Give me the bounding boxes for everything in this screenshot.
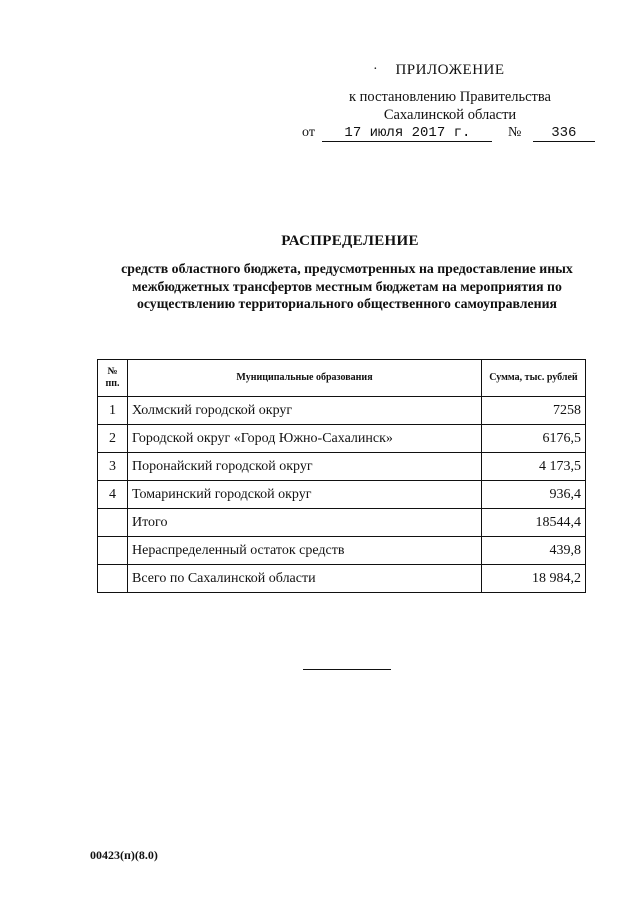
row-num: 3 (98, 453, 128, 481)
col-header-num: № пп. (98, 360, 128, 397)
end-divider (303, 669, 391, 670)
table-header-row (98, 360, 586, 397)
row-num (98, 537, 128, 565)
col-header-name: Муниципальные образования (128, 360, 482, 397)
row-sum: 18544,4 (482, 509, 586, 537)
row-sum: 18 984,2 (482, 565, 586, 593)
table-row (98, 481, 586, 509)
row-name: Итого (128, 509, 482, 537)
stray-dot: · (373, 62, 378, 77)
table-row (98, 453, 586, 481)
table-row-remainder (98, 537, 586, 565)
table-row-total (98, 509, 586, 537)
document-subtitle: средств областного бюджета, предусмотренных на предоставление иных межбюджетных трансфертов местным бюджетам на мероприятия по осуществлению территориального общественного самоуправления (121, 261, 573, 311)
row-name: Городской округ «Город Южно-Сахалинск» (128, 425, 482, 453)
appendix-line-1: к постановлению Правительства (349, 89, 551, 105)
row-num (98, 565, 128, 593)
row-name: Томаринский городской округ (128, 481, 482, 509)
row-sum: 4 173,5 (482, 453, 586, 481)
number-value: 336 (533, 125, 595, 142)
row-sum: 439,8 (482, 537, 586, 565)
distribution-table (97, 359, 586, 593)
row-sum: 7258 (482, 397, 586, 425)
appendix-line-2: Сахалинской области (383, 107, 517, 123)
date-number-line (302, 125, 595, 142)
table-row-grand-total (98, 565, 586, 593)
row-sum: 936,4 (482, 481, 586, 509)
table-row (98, 425, 586, 453)
appendix-title: ПРИЛОЖЕНИЕ (395, 62, 505, 78)
date-value: 17 июля 2017 г. (322, 125, 492, 142)
row-sum: 6176,5 (482, 425, 586, 453)
row-name: Всего по Сахалинской области (128, 565, 482, 593)
row-name: Поронайский городской округ (128, 453, 482, 481)
row-num: 2 (98, 425, 128, 453)
row-num: 1 (98, 397, 128, 425)
col-header-sum: Сумма, тыс. рублей (482, 360, 586, 397)
table-row (98, 397, 586, 425)
row-num: 4 (98, 481, 128, 509)
row-num (98, 509, 128, 537)
date-label: от (302, 125, 315, 140)
footer-code: 00423(п)(8.0) (90, 848, 158, 862)
document-title: РАСПРЕДЕЛЕНИЕ (281, 233, 419, 249)
row-name: Нераспределенный остаток средств (128, 537, 482, 565)
number-label: № (507, 125, 522, 140)
row-name: Холмский городской округ (128, 397, 482, 425)
